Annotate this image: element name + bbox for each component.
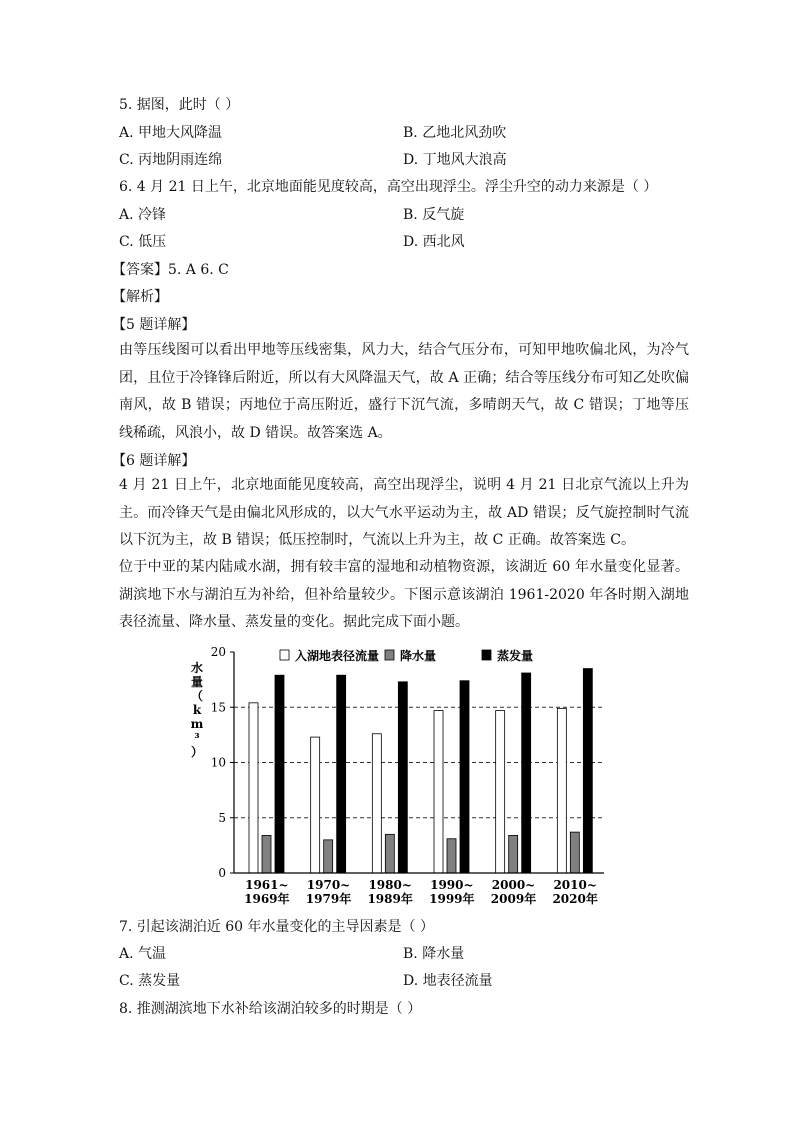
x-tick-label: 1969年 — [244, 892, 290, 906]
x-tick-label: 2010~ — [553, 878, 597, 892]
x-tick-label: 1961~ — [245, 878, 289, 892]
q7-option-a: A. 气温 — [119, 946, 167, 962]
y-axis-label-char: 量 — [190, 675, 204, 689]
q6-detail-heading: 【6 题详解】 — [112, 453, 196, 469]
q8-stem: 8. 推测湖滨地下水补给该湖泊较多的时期是（ ） — [119, 1001, 422, 1017]
legend-label: 蒸发量 — [497, 649, 534, 663]
q7-stem: 7. 引起该湖泊近 60 年水量变化的主导因素是（ ） — [119, 919, 434, 935]
q6-option-c: C. 低压 — [119, 234, 167, 250]
x-tick-label: 2020年 — [552, 892, 598, 906]
evaporation-bar — [460, 681, 469, 873]
runoff-bar — [434, 711, 443, 873]
q5-detail-text: 由等压线图可以看出甲地等压线密集，风力大，结合气压分布，可知甲地吹偏北风，为冷气团，且位于冷锋锋后附近，所以有大风降温天气，故 A 正确；结合等压线分布可知乙处吹偏南风，故 B 错误；丙地位于高压附近，盛行下沉气流，多晴朗天气，故 C 错误；丁地等压线稀疏，风浪小，故 D 错误。故答案选 A。 — [119, 342, 689, 441]
q5-option-c: C. 丙地阴雨连绵 — [119, 152, 223, 168]
y-tick-label: 15 — [210, 700, 226, 715]
y-tick-label: 0 — [218, 866, 226, 880]
material-intro: 位于中亚的某内陆咸水湖，拥有较丰富的湿地和动植物资源，该湖近 60 年水量变化显著。湖滨地下水与湖泊互为补给，但补给量较少。下图示意该湖泊 1961-2020 年各时期入湖地表径流量、降水量、蒸发量的变化。据此完成下面小题。 — [119, 559, 689, 630]
evaporation-bar — [583, 669, 592, 873]
y-tick-label: 10 — [210, 755, 226, 770]
x-tick-label: 2009年 — [490, 892, 537, 906]
x-tick-label: 1970~ — [306, 878, 351, 892]
legend-swatch — [280, 650, 289, 660]
evaporation-bar — [275, 675, 284, 873]
water-volume-bar-chart — [180, 640, 620, 912]
precipitation-bar — [324, 840, 333, 873]
analysis-label: 【解析】 — [112, 289, 168, 305]
runoff-bar — [372, 734, 381, 873]
runoff-bar — [249, 703, 258, 873]
y-axis-label-char: 水 — [190, 661, 204, 675]
q5-option-a: A. 甲地大风降温 — [119, 125, 223, 141]
q7-option-d: D. 地表径流量 — [403, 973, 493, 989]
q6-detail-text: 4 月 21 日上午，北京地面能见度较高，高空出现浮尘，说明 4 月 21 日北京气流以上升为主。而冷锋天气是由偏北风形成的，以大气水平运动为主，故 AD 错误；反气旋控制时气流以下沉为主，故 B 错误；低压控制时，气流以上升为主，故 C 正确。故答案选 C。 — [119, 477, 689, 548]
y-axis-label-char: m — [190, 717, 204, 731]
legend-swatch — [482, 650, 491, 660]
y-axis-label-char: ） — [190, 745, 204, 759]
precipitation-bar — [570, 832, 579, 873]
y-tick-label: 20 — [210, 645, 226, 659]
answer-line: 【答案】5. A 6. C — [112, 262, 229, 278]
x-tick-label: 1989年 — [367, 892, 413, 906]
q5-stem: 5. 据图，此时（ ） — [119, 97, 240, 113]
runoff-bar — [311, 737, 320, 873]
runoff-bar — [496, 711, 505, 873]
evaporation-bar — [337, 675, 346, 873]
x-tick-label: 1979年 — [305, 892, 352, 906]
precipitation-bar — [509, 835, 518, 873]
legend-label: 降水量 — [400, 649, 437, 663]
legend-label: 入湖地表径流量 — [295, 649, 380, 663]
q5-option-d: D. 丁地风大浪高 — [403, 152, 507, 168]
legend-swatch — [385, 650, 394, 660]
y-tick-label: 5 — [218, 810, 226, 825]
q6-stem: 6. 4 月 21 日上午，北京地面能见度较高，高空出现浮尘。浮尘升空的动力来源是（ ） — [119, 179, 658, 195]
q6-option-b: B. 反气旋 — [403, 207, 465, 223]
q5-option-b: B. 乙地北风劲吹 — [403, 125, 507, 141]
precipitation-bar — [447, 839, 456, 873]
y-axis-label-char: ³ — [194, 731, 200, 745]
x-tick-label: 1980~ — [368, 878, 412, 892]
x-tick-label: 1999年 — [429, 892, 475, 906]
runoff-bar — [557, 708, 566, 873]
evaporation-bar — [522, 673, 531, 873]
y-axis-label-char: （ — [190, 689, 204, 703]
q7-option-c: C. 蒸发量 — [119, 973, 181, 989]
precipitation-bar — [385, 834, 394, 873]
q7-option-b: B. 降水量 — [403, 946, 465, 962]
q6-option-a: A. 冷锋 — [119, 207, 167, 223]
precipitation-bar — [262, 835, 271, 873]
x-tick-label: 1990~ — [430, 878, 474, 892]
x-tick-label: 2000~ — [491, 878, 536, 892]
q5-detail-heading: 【5 题详解】 — [112, 317, 196, 333]
evaporation-bar — [398, 682, 407, 873]
q6-option-d: D. 西北风 — [403, 234, 465, 250]
y-axis-label-char: k — [192, 703, 202, 717]
